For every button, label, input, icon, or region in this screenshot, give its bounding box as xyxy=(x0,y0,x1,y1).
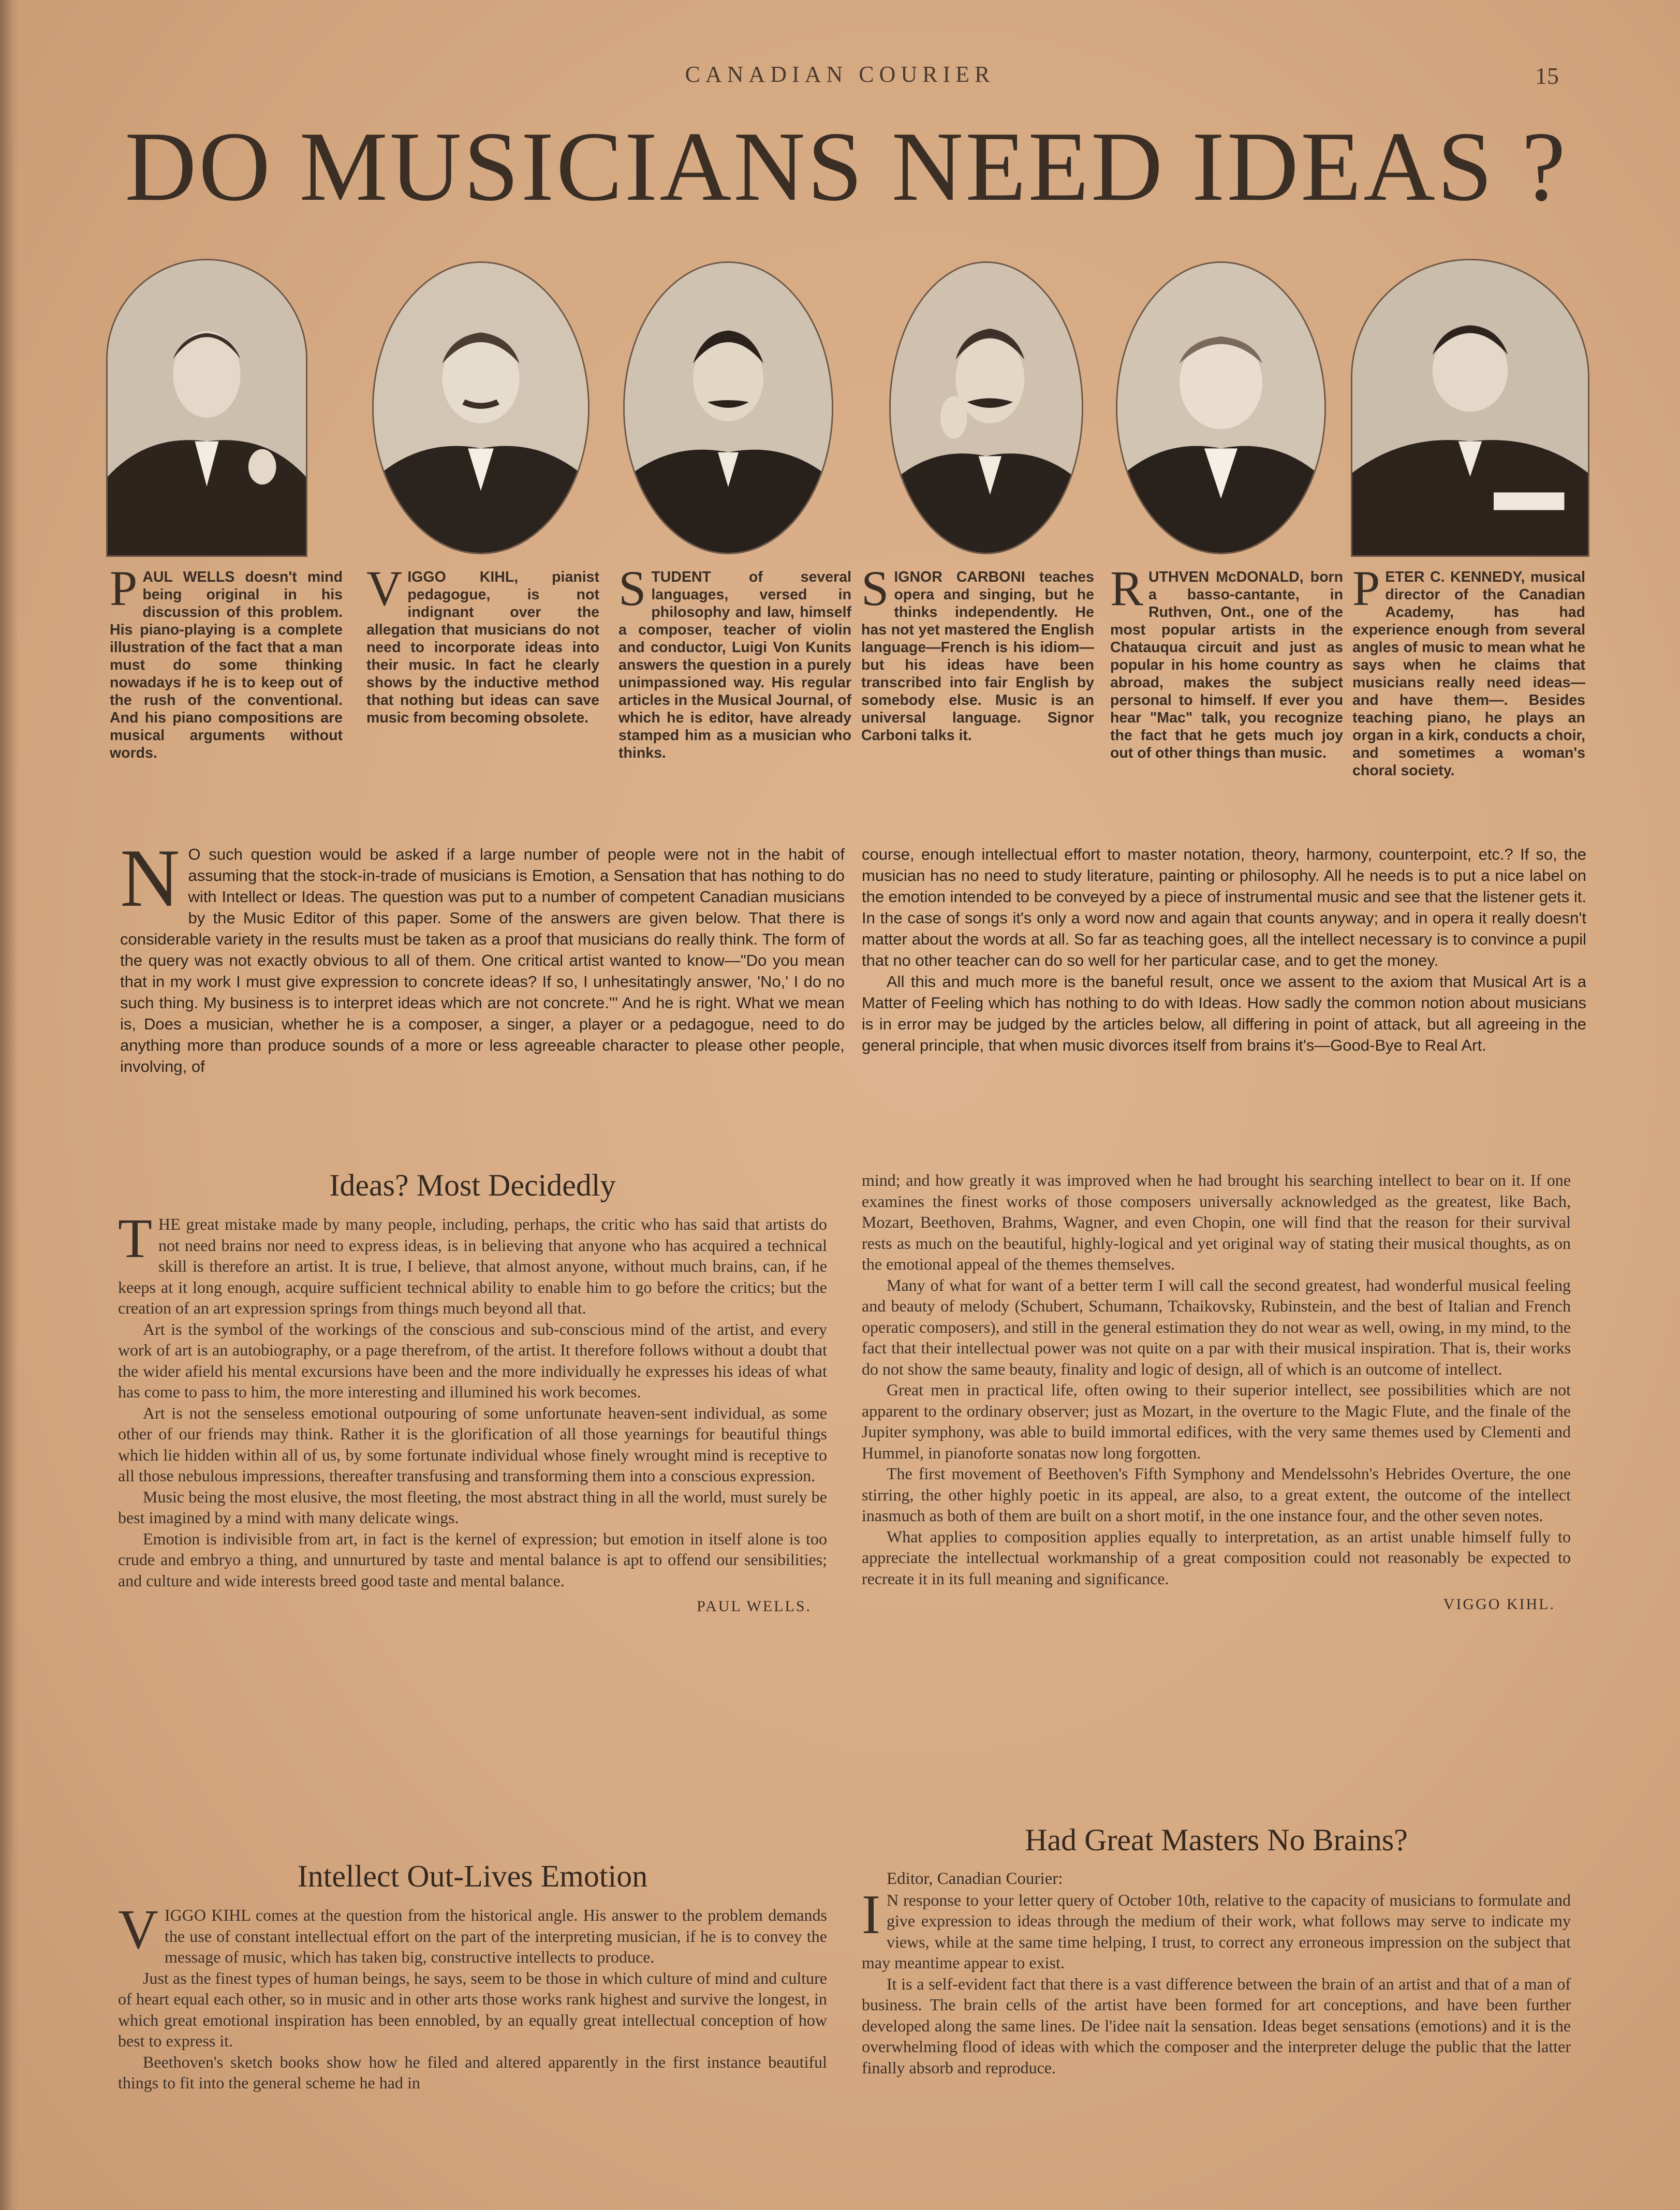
article-viggo-kihl-continued xyxy=(862,1170,1571,1615)
article-paragraph: Beethoven's sketch books show how he filed and altered apparently in the first instance beautiful things to fit into the general scheme he had in xyxy=(118,2052,827,2092)
page-binding-edge xyxy=(0,0,19,2210)
portrait-signor-carboni xyxy=(889,261,1083,554)
article-paragraph: Art is the symbol of the workings of the conscious and sub-conscious mind of the artist, and every work of art is an autobiography, or a page therefrom, of the artist. It therefore follows without a doubt that the wider afield his mental excursions have been and the more individually he expresses his ideas of what has come to pass to him, the more interesting and illumined his work becomes. xyxy=(118,1319,827,1401)
portrait-peter-c-kennedy xyxy=(1351,259,1589,557)
intro-paragraph: course, enough intellectual effort to master notation, theory, harmony, counterpoint, etc.? If so, the musician has no need to study literature, painting or philosophy. All he needs is to put a nice label on the emotion intended to be conveyed by a piece of instrumental music and see that the listener gets it. In the case of songs it's only a word now and again that counts anyway; and in opera it really doesn't matter about the words at all. So far as teaching goes, all the intellect necessary is to convince a pupil that no other teacher can do so well for her particular case, and to get the money. xyxy=(862,845,1586,969)
bio-text: ETER C. KENNEDY, musical director of the Canadian Academy, has had experience enough from several angles of music to mean what he says when he claims that musicians really need ideas—and have them—. Besides teaching piano, he plays an organ in a kirk, conducts a choir, and sometimes a woman's choral society. xyxy=(1352,569,1585,779)
article-paragraph: Art is not the senseless emotional outpouring of some unfortunate heaven-sent individual, as some other of our friends may think. Rather it is the glorification of all those yearnings for beautiful things which lie hidden within all of us, by some fortunate individual whose finely wrought mind is receptive to all those nebulous impressions, thereafter transfusing and transforming them into a conscious expression. xyxy=(118,1403,827,1485)
bio-text: IGGO KIHL, pianist pedagogue, is not indignant over the allegation that musicians do not need to incorporate ideas into their music. In fact he clearly shows by the inductive method that nothing but ideas can save music from becoming obsolete. xyxy=(366,569,599,726)
article-paragraph-text: HE great mistake made by many people, including, perhaps, the critic who has said that artists do not need brains nor need to express ideas, is in believing that anyone who has acquired a technical skill is therefore an artist. It is true, I believe, that almost anyone, without much brains, can, if he keeps at it long enough, acquire sufficient technical ability to enable him to go before the critics; but the creation of an art expression springs from things much beyond all that. xyxy=(118,1215,827,1317)
letter-salutation: Editor, Canadian Courier: xyxy=(887,1869,1063,1888)
intro-right-column xyxy=(862,844,1586,1056)
section-title: Intellect Out-Lives Emotion xyxy=(297,1859,648,1893)
section-title: Ideas? Most Decidedly xyxy=(329,1168,616,1202)
page-number: 15 xyxy=(1535,63,1559,89)
article-paragraph xyxy=(118,1208,827,1319)
article-paragraph-text: IGGO KIHL comes at the question from the historical angle. His answer to the problem demands the use of constant intellectual effort on the part of the interpreting musician, if he is to convey the message of music, which has taken big, constructive intellects to produce. xyxy=(165,1906,827,1966)
article-paragraph: Many of what for want of a better term I will call the second greatest, had wonderful musical feeling and beauty of melody (Schubert, Schumann, Tchaikovsky, Rubinstein, and the best of Italian and French operatic composers), and still in the general estimation they do not wear as well, owing, in my mind, to the fact that their intellectual power was not quite on a par with their musical inspiration. That is, their works do not show the same beauty, finality and logic of design, all of which is an outcome of intellect. xyxy=(862,1275,1571,1378)
bio-initial: P xyxy=(110,561,138,616)
article-paragraph: mind; and how greatly it was improved when he had brought his searching intellect to bear on it. If one examines the finest works of those composers universally acknowledged as the greatest, like Bach, Mozart, Beethoven, Brahms, Wagner, and even Chopin, one will find that the reason for their survival rests as much on the beautiful, highly-logical and yet original way of stating their musical thoughts, as on the emotional appeal of the themes themselves. xyxy=(862,1171,1571,1273)
portrait-ruthven-mcdonald xyxy=(1116,261,1326,554)
article-dropcap: T xyxy=(118,1208,152,1270)
article-paragraph: What applies to composition applies equally to interpretation, as an artist unable himself fully to appreciate the intellectual workmanship of a great composition could not reasonably be expected to recreate it in its full meaning and significance. xyxy=(862,1527,1571,1588)
article-paragraph: Just as the finest types of human beings, he says, seem to be those in which culture of mind and culture of heart equal each other, so in music and in other arts those works rank highest and survive the longest, in which great emotional inspiration has been ennobled, by an equally great intellectual conception of how best to express it. xyxy=(118,1968,827,2050)
bio-text: AUL WELLS doesn't mind being original in his discussion of this problem. His piano-playing is a complete illustration of the fact that a man must do some thinking nowadays if he is to keep out of the rush of the conventional. And his piano compositions are musical arguments without words. xyxy=(110,569,343,761)
bio-text: TUDENT of several languages, versed in philosophy and law, himself a composer, teacher of violin and conductor, Luigi Von Kunits answers the question in a purely unimpassioned way. His regular articles in the Musical Journal, of which he is editor, have already stamped him as a musician who thinks. xyxy=(618,569,851,761)
bio-peter-c-kennedy xyxy=(1352,561,1585,779)
article-paragraph: Great men in practical life, often owing to their superior intellect, see possibilities which are not apparent to the ordinary observer; just as Mozart, in the overture to the Magic Flute, and the finale of the Jupiter symphony, was able to build immortal edifices, with the very same themes used by Clementi and Hummel, in pianoforte sonatas now long forgotten. xyxy=(862,1380,1571,1462)
bio-text: IGNOR CARBONI teaches opera and singing, but he thinks independently. He has not yet mastered the English language—French is his idiom—but his ideas have been transcribed into fair English by somebody else. Music is an universal language. Signor Carboni talks it. xyxy=(861,569,1094,744)
article-paragraph: It is a self-evident fact that there is a vast difference between the brain of an artist and that of a man of business. The brain cells of the artist have been formed for art conceptions, and have been further developed along the same lines. De l'idee nait la sensation. Ideas beget sensations (emotions) and it is the overwhelming flood of ideas with which the composer and the interpreter deluge the public that the latter finally absorb and reproduce. xyxy=(862,1974,1571,2077)
intro-left-column xyxy=(120,832,845,1077)
article-paragraph xyxy=(118,1899,827,1968)
article-intellect-out-lives-emotion xyxy=(118,1858,827,2094)
article-paragraph: The first movement of Beethoven's Fifth Symphony and Mendelssohn's Hebrides Overture, the one stirring, the other highly poetic in its appeal, are also, to a great extent, the outcome of the intellect inasmuch as both of them are built on a short motif, in the one instance four, and the other seven notes. xyxy=(862,1464,1571,1525)
article-signature: VIGGO KIHL. xyxy=(1443,1596,1555,1613)
bio-initial: S xyxy=(861,561,889,616)
bio-initial: V xyxy=(366,561,403,616)
article-signature: PAUL WELLS. xyxy=(697,1598,812,1615)
headline: DO MUSICIANS NEED IDEAS ? xyxy=(125,111,1568,222)
article-paragraph xyxy=(862,1883,1571,1973)
article-paragraph-text: N response to your letter query of October 10th, relative to the capacity of musicians to formulate and give expression to ideas through the medium of their work, what follows may serve to indicate my views, while at the same time helping, I trust, to correct any erroneous impression on the subject that may meantime appear to exist. xyxy=(862,1890,1571,1972)
portrait-luigi-von-kunits xyxy=(623,261,833,554)
bio-ruthven-mcdonald xyxy=(1110,561,1343,762)
running-head: CANADIAN COURIER xyxy=(685,62,995,87)
article-paragraph: Music being the most elusive, the most fleeting, the most abstract thing in all the world, must surely be best imagined by a mind with many delicate wings. xyxy=(118,1487,827,1527)
bio-text: UTHVEN McDONALD, born a basso-cantante, in Ruthven, Ont., one of the most popular artists in the Chatauqua circuit and just as popular in his home country as abroad, makes the subject personal to himself. If ever you hear "Mac" talk, you recognize the fact that he gets much joy out of other things than music. xyxy=(1110,569,1343,761)
bio-initial: P xyxy=(1352,561,1380,616)
bio-viggo-kihl xyxy=(366,561,599,727)
bio-initial: R xyxy=(1110,561,1144,616)
article-dropcap: V xyxy=(118,1899,158,1961)
intro-paragraph: O such question would be asked if a large number of people were not in the habit of assuming that the stock-in-trade of musicians is Emotion, a Sensation that has nothing to do with Intellect or Ideas. The question was put to a number of competent Canadian musicians by the Music Editor of this paper. Some of the answers are given below. That there is considerable variety in the results must be taken as a proof that musicians do really think. The form of the query was not exactly obvious to all of them. One critical artist wanted to know—"Do you mean that in my work I must give expression to concrete ideas? If so, I unhesitatingly answer, 'No,' I do no such thing. My business is to interpret ideas which are not concrete.'" And he is right. What we mean is, Does a musician, whether he is a composer, a singer, a player or a pedagogue, need to do anything more than produce sounds of a more or less agreeable character to please other people, involving, of xyxy=(120,845,845,1075)
intro-paragraph: All this and much more is the baneful result, once we assent to the axiom that Musical Art is a Matter of Feeling which has nothing to do with Ideas. How sadly the common notion about musicians is in error may be judged by the articles below, all differing in point of attack, but all agreeing in the general principle, that when music divorces itself from brains it's—Good-Bye to Real Art. xyxy=(862,973,1586,1054)
bio-signor-carboni xyxy=(861,561,1094,744)
section-title: Had Great Masters No Brains? xyxy=(1025,1823,1408,1857)
article-paragraph: Emotion is indivisible from art, in fact is the kernel of expression; but emotion in itself alone is too crude and embryo a thing, and unnurtured by taste and mental balance is apt to offend our sensibilities; and culture and wide interests breed good taste and mental balance. xyxy=(118,1529,827,1590)
article-had-great-masters-no-brains xyxy=(862,1822,1571,2078)
article-dropcap: I xyxy=(862,1883,880,1946)
bio-paul-wells xyxy=(110,561,343,762)
portrait-paul-wells xyxy=(106,259,307,557)
bio-luigi-von-kunits xyxy=(618,561,851,762)
intro-dropcap: N xyxy=(120,832,180,924)
bio-initial: S xyxy=(618,561,646,616)
article-ideas-most-decidedly xyxy=(118,1167,827,1617)
portrait-viggo-kihl xyxy=(372,261,590,554)
